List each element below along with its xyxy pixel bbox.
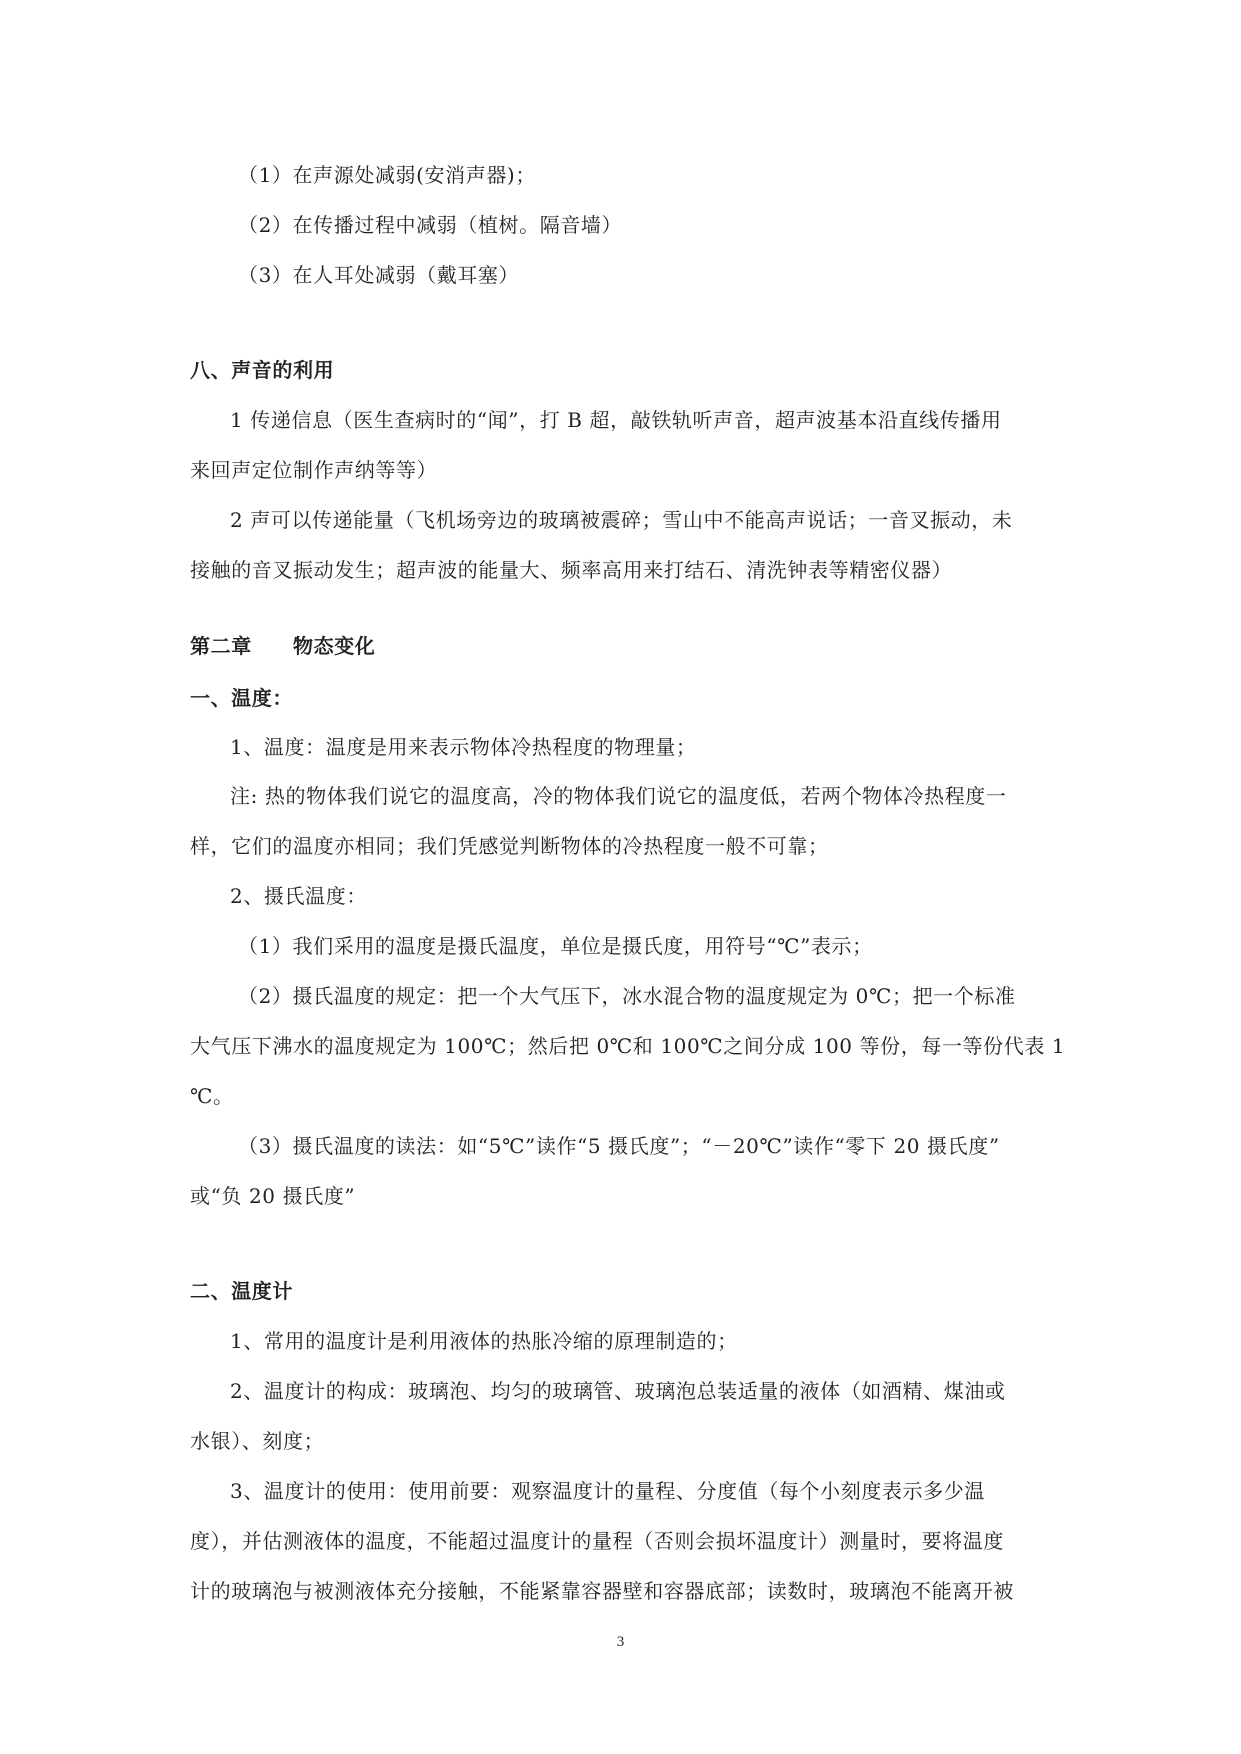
- text-line: 或“负 20 摄氏度”: [190, 1184, 356, 1208]
- text-line: 1 传递信息（医生查病时的“闻”，打 B 超，敲铁轨听声音，超声波基本沿直线传播用: [230, 408, 1002, 432]
- text-line: 1、常用的温度计是利用液体的热胀冷缩的原理制造的；: [230, 1329, 738, 1353]
- text-line: 大气压下沸水的温度规定为 100℃；然后把 0℃和 100℃之间分成 100 等份，每一等份代表 1: [190, 1034, 1066, 1058]
- section-heading: 一、温度：: [190, 686, 293, 710]
- text-line: （1）我们采用的温度是摄氏温度，单位是摄氏度，用符号“℃”表示；: [238, 934, 873, 958]
- text-line: （2）摄氏温度的规定：把一个大气压下，冰水混合物的温度规定为 0℃；把一个标准: [238, 984, 1016, 1008]
- page-number: 3: [616, 1634, 625, 1650]
- section-heading: 二、温度计: [190, 1279, 293, 1303]
- section-heading: 八、声音的利用: [190, 358, 335, 382]
- chapter-heading: 第二章 物态变化: [190, 634, 376, 658]
- text-line: 2、温度计的构成：玻璃泡、均匀的玻璃管、玻璃泡总装适量的液体（如酒精、煤油或: [230, 1379, 1006, 1403]
- text-line: （3）在人耳处减弱（戴耳塞）: [238, 263, 520, 287]
- text-line: （2）在传播过程中减弱（植树。隔音墙）: [238, 213, 623, 237]
- text-line: 接触的音叉振动发生；超声波的能量大、频率高用来打结石、清洗钟表等精密仪器）: [190, 558, 953, 582]
- text-line: 3、温度计的使用：使用前要：观察温度计的量程、分度值（每个小刻度表示多少温: [230, 1479, 985, 1503]
- text-line: 来回声定位制作声纳等等）: [190, 458, 438, 482]
- text-line: 1、温度：温度是用来表示物体冷热程度的物理量；: [230, 735, 697, 759]
- text-line: ℃。: [190, 1084, 234, 1108]
- text-line: 注: 热的物体我们说它的温度高，冷的物体我们说它的温度低，若两个物体冷热程度一: [230, 784, 1007, 808]
- text-line: 2、摄氏温度：: [230, 884, 367, 908]
- text-line: （3）摄氏温度的读法：如“5℃”读作“5 摄氏度”；“－20℃”读作“零下 20 摄氏度”: [238, 1134, 1000, 1158]
- text-line: 水银）、刻度；: [190, 1429, 325, 1453]
- text-line: 样，它们的温度亦相同；我们凭感觉判断物体的冷热程度一般不可靠；: [190, 834, 829, 858]
- text-line: 计的玻璃泡与被测液体充分接触，不能紧靠容器壁和容器底部；读数时，玻璃泡不能离开被: [190, 1579, 1014, 1603]
- text-line: 2 声可以传递能量（飞机场旁边的玻璃被震碎；雪山中不能高声说话；一音叉振动，未: [230, 508, 1013, 532]
- text-line: （1）在声源处减弱(安消声器)；: [238, 163, 536, 187]
- text-line: 度），并估测液体的温度，不能超过温度计的量程（否则会损坏温度计）测量时，要将温度: [190, 1529, 1004, 1553]
